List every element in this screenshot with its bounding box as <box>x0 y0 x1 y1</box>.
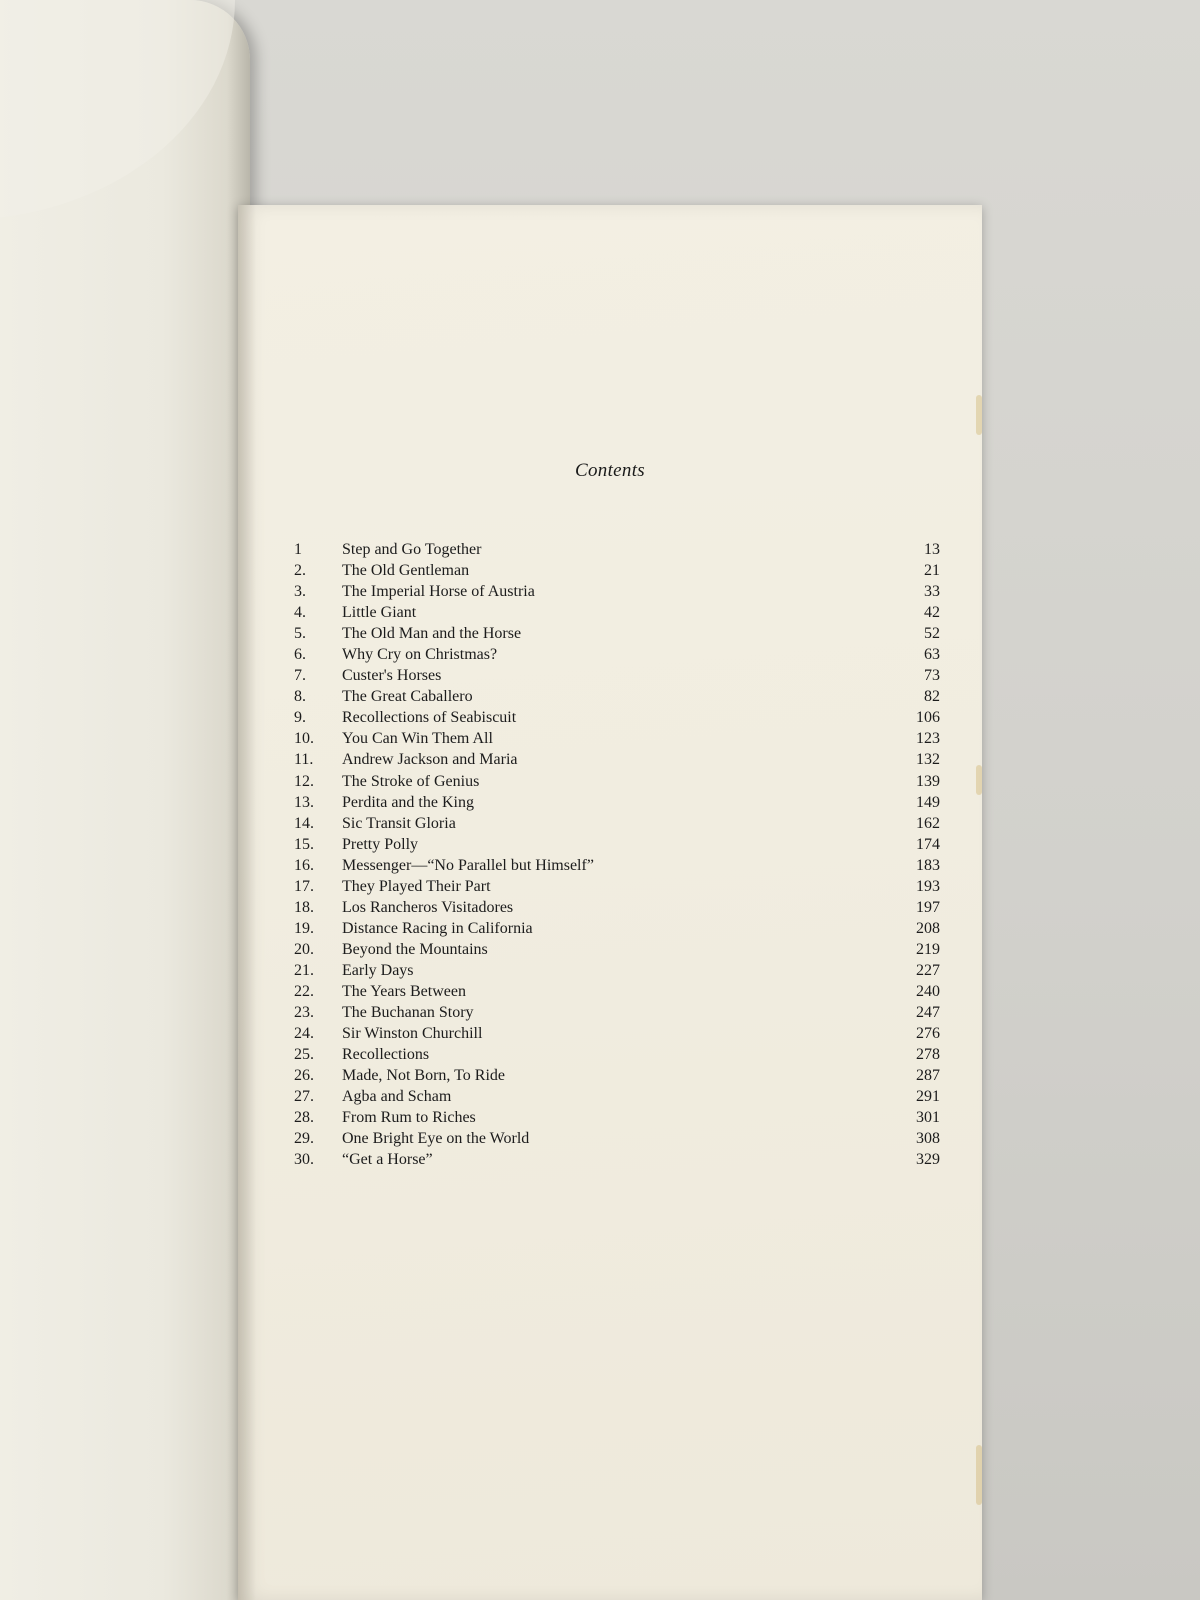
page-edge-stain <box>976 765 982 795</box>
contents-entry <box>294 897 940 918</box>
chapter-page-number: 247 <box>916 1004 940 1022</box>
chapter-title: Little Giant <box>342 604 417 622</box>
chapter-number: 15. <box>294 835 314 853</box>
chapter-title: The Years Between <box>342 982 466 1000</box>
chapter-title: You Can Win Them All <box>342 730 493 748</box>
chapter-page-number: 219 <box>916 940 940 958</box>
chapter-title: Los Rancheros Visitadores <box>342 898 514 916</box>
chapter-number: 1 <box>294 541 302 558</box>
contents-entry <box>294 686 940 707</box>
chapter-title: The Stroke of Genius <box>342 772 480 790</box>
chapter-title: Recollections of Seabiscuit <box>342 709 517 727</box>
chapter-number: 21. <box>294 961 314 979</box>
chapter-title: “Get a Horse” <box>342 1151 433 1169</box>
chapter-title: Perdita and the King <box>342 793 474 811</box>
chapter-title: Sic Transit Gloria <box>342 814 456 832</box>
chapter-title: They Played Their Part <box>342 877 491 895</box>
contents-entry <box>294 728 940 749</box>
chapter-number: 16. <box>294 856 314 874</box>
chapter-page-number: 208 <box>916 919 940 937</box>
contents-entry <box>294 939 940 960</box>
chapter-page-number: 174 <box>916 835 940 853</box>
chapter-page-number: 291 <box>916 1088 940 1106</box>
chapter-number: 7. <box>294 667 306 685</box>
chapter-page-number: 21 <box>924 562 940 580</box>
chapter-title: Early Days <box>342 961 414 979</box>
contents-entry <box>294 876 940 897</box>
contents-entry <box>294 855 940 876</box>
contents-entry <box>294 813 940 834</box>
contents-entry <box>294 1044 940 1065</box>
chapter-number: 25. <box>294 1046 314 1064</box>
chapter-number: 3. <box>294 583 306 601</box>
chapter-title: Why Cry on Christmas? <box>342 646 498 664</box>
chapter-number: 9. <box>294 709 306 727</box>
chapter-number: 27. <box>294 1088 314 1106</box>
chapter-page-number: 329 <box>916 1151 940 1169</box>
chapter-title: The Old Gentleman <box>342 562 470 580</box>
page-edge-stain <box>976 395 982 435</box>
contents-entry <box>294 644 940 665</box>
chapter-number: 5. <box>294 625 306 643</box>
contents-entry <box>294 792 940 813</box>
chapter-title: The Buchanan Story <box>342 1004 474 1022</box>
chapter-page-number: 227 <box>916 961 940 979</box>
chapter-title: Custer's Horses <box>342 667 442 685</box>
chapter-title: Distance Racing in California <box>342 919 533 937</box>
chapter-page-number: 52 <box>924 625 940 643</box>
contents-entry <box>294 1128 940 1149</box>
book-page <box>238 205 982 1600</box>
chapter-number: 23. <box>294 1004 314 1022</box>
chapter-page-number: 123 <box>916 730 940 748</box>
chapter-page-number: 33 <box>924 583 940 601</box>
chapter-title: The Old Man and the Horse <box>342 625 522 643</box>
chapter-number: 19. <box>294 919 314 937</box>
chapter-page-number: 73 <box>924 667 940 685</box>
contents-entry <box>294 834 940 855</box>
contents-entry <box>294 1023 940 1044</box>
chapter-page-number: 240 <box>916 982 940 1000</box>
contents-entry <box>294 1086 940 1107</box>
chapter-title: Step and Go Together <box>342 541 482 558</box>
chapter-number: 29. <box>294 1130 314 1148</box>
chapter-title: Agba and Scham <box>342 1088 452 1106</box>
chapter-page-number: 132 <box>916 751 940 769</box>
chapter-number: 22. <box>294 982 314 1000</box>
chapter-page-number: 308 <box>916 1130 940 1148</box>
contents-entry <box>294 981 940 1002</box>
page-edge-stain <box>976 1445 982 1505</box>
contents-entry <box>294 623 940 644</box>
chapter-title: From Rum to Riches <box>342 1109 476 1127</box>
chapter-page-number: 276 <box>916 1025 940 1043</box>
chapter-title: Recollections <box>342 1046 430 1064</box>
contents-entry <box>294 707 940 728</box>
chapter-page-number: 301 <box>916 1109 940 1127</box>
chapter-number: 13. <box>294 793 314 811</box>
contents-entry <box>294 918 940 939</box>
chapter-number: 4. <box>294 604 306 622</box>
chapter-title: The Imperial Horse of Austria <box>342 583 535 601</box>
chapter-page-number: 149 <box>916 793 940 811</box>
chapter-title: Beyond the Mountains <box>342 940 488 958</box>
chapter-title: Made, Not Born, To Ride <box>342 1067 506 1085</box>
contents-entry <box>294 539 940 560</box>
contents-entry <box>294 1002 940 1023</box>
chapter-page-number: 42 <box>924 604 940 622</box>
chapter-page-number: 183 <box>916 856 940 874</box>
chapter-title: The Great Caballero <box>342 688 473 706</box>
contents-list <box>294 539 940 1170</box>
chapter-number: 2. <box>294 562 306 580</box>
chapter-number: 17. <box>294 877 314 895</box>
contents-entry <box>294 560 940 581</box>
chapter-title: One Bright Eye on the World <box>342 1130 530 1148</box>
chapter-title: Andrew Jackson and Maria <box>342 751 518 769</box>
contents-entry <box>294 1065 940 1086</box>
chapter-page-number: 287 <box>916 1067 940 1085</box>
chapter-page-number: 82 <box>924 688 940 706</box>
chapter-title: Pretty Polly <box>342 835 419 853</box>
chapter-page-number: 197 <box>916 898 940 916</box>
contents-entry <box>294 771 940 792</box>
chapter-page-number: 193 <box>916 877 940 895</box>
chapter-number: 11. <box>294 751 314 769</box>
chapter-number: 30. <box>294 1151 314 1169</box>
chapter-page-number: 162 <box>916 814 940 832</box>
contents-entry <box>294 581 940 602</box>
chapter-title: Sir Winston Churchill <box>342 1025 483 1043</box>
contents-entry <box>294 1149 940 1170</box>
chapter-number: 26. <box>294 1067 314 1085</box>
contents-entry <box>294 960 940 981</box>
contents-entry <box>294 749 940 770</box>
chapter-number: 18. <box>294 898 314 916</box>
chapter-title: Messenger—“No Parallel but Himself” <box>342 856 594 874</box>
left-page <box>0 0 250 1600</box>
chapter-number: 28. <box>294 1109 314 1127</box>
chapter-page-number: 139 <box>916 772 940 790</box>
chapter-page-number: 13 <box>924 541 940 558</box>
chapter-number: 6. <box>294 646 306 664</box>
chapter-number: 24. <box>294 1025 314 1043</box>
contents-heading: Contents <box>575 460 645 481</box>
chapter-page-number: 63 <box>924 646 940 664</box>
contents-entry <box>294 1107 940 1128</box>
chapter-page-number: 106 <box>916 709 940 727</box>
chapter-number: 10. <box>294 730 314 748</box>
chapter-number: 12. <box>294 772 314 790</box>
contents-entry <box>294 602 940 623</box>
chapter-number: 8. <box>294 688 306 706</box>
chapter-page-number: 278 <box>916 1046 940 1064</box>
chapter-number: 14. <box>294 814 314 832</box>
chapter-number: 20. <box>294 940 314 958</box>
contents-entry <box>294 665 940 686</box>
